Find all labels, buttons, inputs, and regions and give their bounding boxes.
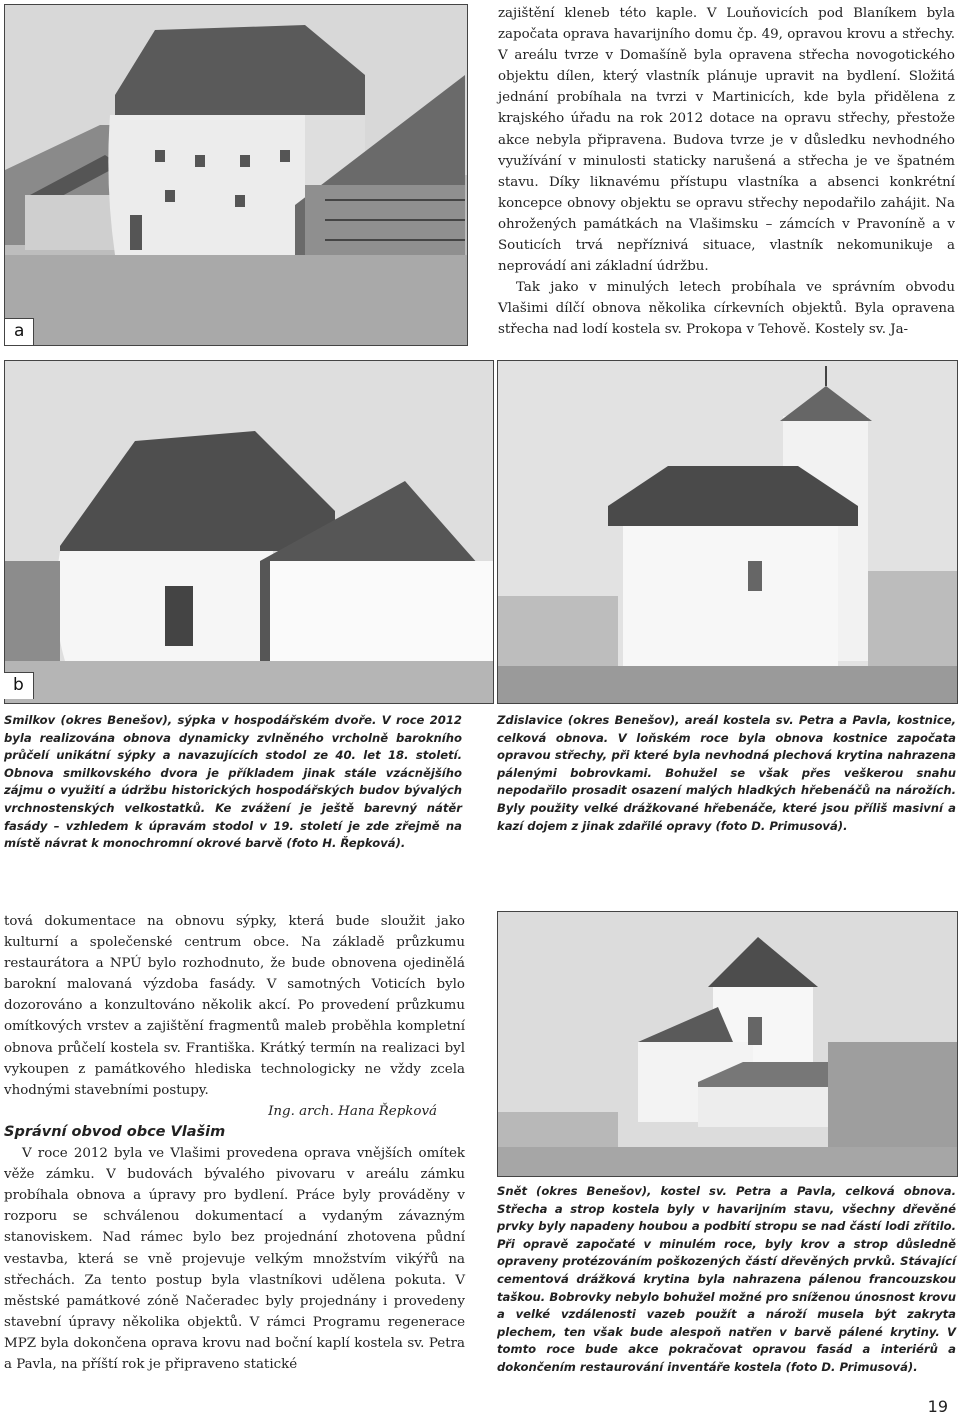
- top-right-paragraph-1: zajištění kleneb této kaple. V Louňovicích pod Blaníkem byla započata oprava havarijního domu čp. 49, opravou krovu a střechy. V areálu tvrze v Domašíně byla opravena střecha novogotického objektu dílen, který vlastník plánuje upravit na bydlení. Složitá jednání probíhala na tvrzi v Martinicích, kde byla přidělena z krajského úřadu na rok 2012 dotace na opravu střechy, přestože akce nebyla připravena. Budova tvrze je v důsledku nevhodného využívání v minulosti staticky narušená a střecha je ve špatném stavu. Díky liknavému přístupu vlastníka a absenci konkrétní koncepce obnovy objektu se opravu střechy nepodařilo zahájit. Na ohrožených památkách na Vlašimsku – zámcích v Pravoníně a v Souticích trvá nepříznivá situace, vlastník nekomunikuje a neprovádí ani základní údržbu.: [498, 6, 955, 275]
- photo-b-drawing: [5, 361, 493, 703]
- section-heading: Správní obvod obce Vlašim: [4, 1123, 226, 1140]
- caption-smilkov: [4, 712, 462, 853]
- top-right-text-column: [498, 3, 955, 341]
- caption-zdislavice-text: Zdislavice (okres Benešov), areál kostela sv. Petra a Pavla, kostnice, celková obnova. V loňském roce byla obnova kostnice započata opravou střechy, při které byla nevhodná plechová krytina nahrazena pálenými bobrovkami. Bohužel se však přes veškerou snahu nepodařilo prosadit osazení malých hladkých hřebenáčů na nárožích. Byly použity velké drážkované hřebenáče, které jsou příliš masivní a kazí dojem z jinak zdařilé opravy (foto D. Primusová).: [497, 713, 956, 833]
- photo-zdislavice-ossuary: [497, 360, 958, 704]
- page-number: 19: [927, 1397, 948, 1416]
- photo-a-granary-farmyard: [4, 4, 468, 346]
- photo-a-drawing: [5, 5, 467, 345]
- caption-zdislavice: [497, 712, 956, 835]
- author-signature: Ing. arch. Hana Řepková: [268, 1103, 437, 1119]
- bottom-left-text-column: [4, 911, 465, 1375]
- caption-snet: [497, 1183, 956, 1377]
- bottom-left-paragraph-2: V roce 2012 byla ve Vlašimi provedena oprava vnějších omítek věže zámku. V budovách bývalého pivovaru v areálu zámku probíhala obnova a úpravy pro bydlení. Práce byly prováděny v rozporu se schválenou dokumentací a vydaným závazným stanoviskem. Nad rámec bylo bez projednání zhotovena půdní vestavba, která se vně projevuje velkým množstvím vikýřů na střechách. Za tento postup byla vlastníkovi udělena pokuta. V městské památkové zóně Načeradec byly projednány i provedeny stavební úpravy několika objektů. V rámci Programu regenerace MPZ byla dokončena oprava krovu nad boční kaplí kostela sv. Petra a Pavla, na příští rok je připraveno statické: [4, 1146, 465, 1372]
- caption-snet-text: Snět (okres Benešov), kostel sv. Petra a Pavla, celková obnova. Střecha a strop kostela byly v havarijním stavu, všechny dřevěné prvky byly napadeny houbou a podbití stropu se nad částí lodi zřítilo. Při opravě započaté v minulém roce, byly krov a strop důsledně opraveny protézováním poškozených částí dřevěných prvků. Stávající cementová drážková krytina byla nahrazena pálenou francouzskou taškou. Bobrovky nebylo bohužel možné pro sníženou únosnost krovu a velké vzdálenosti vazeb použít a nároží musela být zakryta plechem, ten však bude alespoň natřen v barvě pálené krytiny. V tomto roce bude akce pokračovat opravou fasád a interiérů a dokončením restaurování inventáře kostela (foto D. Primusová).: [497, 1184, 956, 1374]
- photo-b-label: b: [4, 672, 34, 699]
- top-right-paragraph-2: Tak jako v minulých letech probíhala ve správním obvodu Vlašimi dílčí obnova několika církevních objektů. Byla opravena střecha nad lodí kostela sv. Prokopa v Tehově. Kostely sv. Ja-: [498, 280, 955, 338]
- bottom-left-paragraph-1: tová dokumentace na obnovu sýpky, která bude sloužit jako kulturní a společenské centrum obce. Na základě průzkumu restaurátora a NPÚ bylo rozhodnuto, že bude obnovena ojedinělá barokní malovaná výzdoba fasády. V samotných Voticích bylo dozorováno a konzultováno několik akcí. Po provedení průzkumu omítkových vrstev a zajištění fragmentů maleb proběhla kompletní obnova průčelí kostela sv. Františka. Krátký termín na realizaci byl vykoupen z památkového hlediska technologicky ne vždy zcela vhodnými stavebními postupy.: [4, 914, 465, 1098]
- photo-zdislavice-drawing: [498, 361, 957, 703]
- photo-snet-drawing: [498, 912, 957, 1176]
- photo-snet-church: [497, 911, 958, 1177]
- caption-smilkov-text: Smilkov (okres Benešov), sýpka v hospodářském dvoře. V roce 2012 byla realizována obnova dynamicky zvlněného vrcholně barokního průčelí unikátní sýpky a navazujících stodol ze 40. let 18. století. Obnova smilkovského dvora je příkladem jinak stále vzácnějšího zájmu o využití a údržbu historických hospodářských budov bývalých vrchnostenských velkostatků. Ke zvážení je ještě barevný nátěr fasády – vzhledem k úpravám stodol v 19. století je zde zřejmě na místě návrat k monochromní okrové barvě (foto H. Řepková).: [4, 713, 462, 851]
- photo-a-label: a: [5, 318, 34, 345]
- photo-b-granary-exterior: [4, 360, 494, 704]
